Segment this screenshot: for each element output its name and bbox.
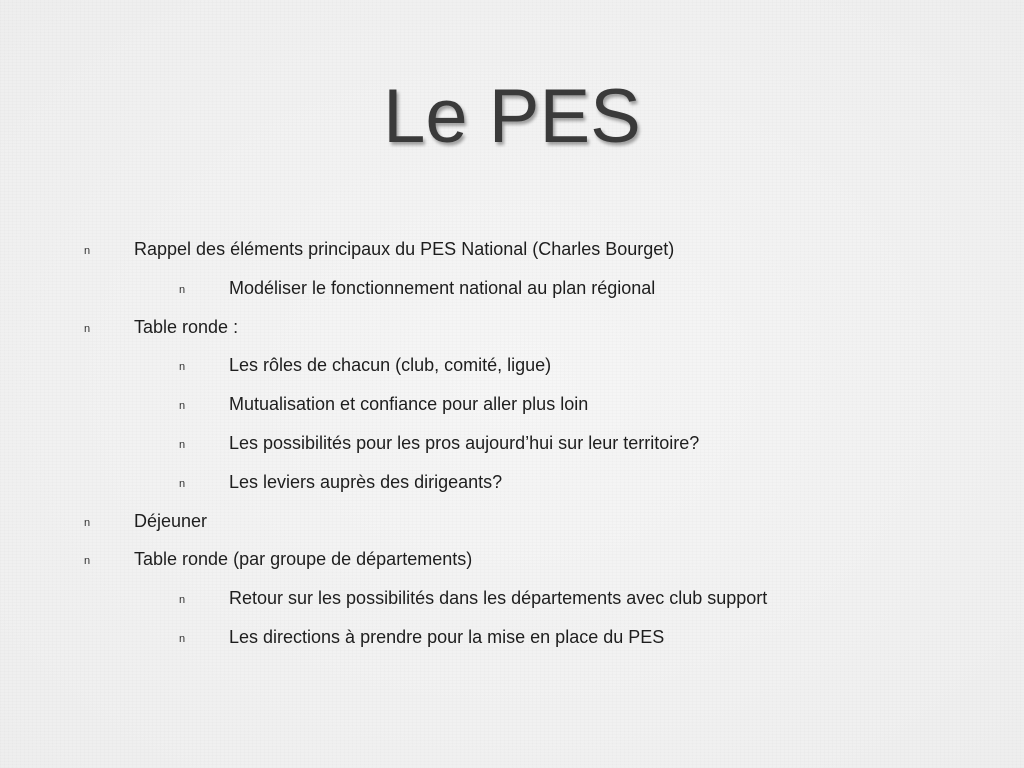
bullet-text: Les directions à prendre pour la mise en place du PES <box>229 626 665 647</box>
bullet-marker-icon: n <box>179 361 186 374</box>
bullet-item <box>0 502 1024 541</box>
bullet-text: Retour sur les possibilités dans les départements avec club support <box>229 588 768 609</box>
bullet-list <box>0 230 1024 657</box>
sub-bullet-item <box>0 463 1024 502</box>
bullet-item <box>0 540 1024 579</box>
sub-bullet-item <box>0 385 1024 424</box>
bullet-text: Déjeuner <box>134 510 208 531</box>
bullet-marker-icon: n <box>179 400 186 413</box>
bullet-marker-icon: n <box>84 555 91 568</box>
bullet-marker-icon: n <box>84 516 91 529</box>
bullet-text: Les rôles de chacun (club, comité, ligue) <box>229 355 552 376</box>
slide-title: Le PES <box>383 74 641 159</box>
bullet-item <box>0 308 1024 347</box>
bullet-marker-icon: n <box>84 322 91 335</box>
bullet-marker-icon: n <box>179 632 186 645</box>
sub-bullet-item <box>0 618 1024 657</box>
bullet-text: Mutualisation et confiance pour aller plus loin <box>229 394 589 415</box>
bullet-text: Les possibilités pour les pros aujourd’hui sur leur territoire? <box>229 432 700 453</box>
bullet-text: Table ronde : <box>134 316 239 337</box>
bullet-marker-icon: n <box>179 438 186 451</box>
bullet-item <box>0 230 1024 269</box>
bullet-text: Modéliser le fonctionnement national au plan régional <box>229 277 656 298</box>
bullet-text: Rappel des éléments principaux du PES National (Charles Bourget) <box>134 239 675 259</box>
sub-bullet-item <box>0 424 1024 463</box>
bullet-marker-icon: n <box>179 594 186 607</box>
bullet-marker-icon: n <box>179 283 186 296</box>
sub-bullet-item <box>0 346 1024 385</box>
bullet-text: Les leviers auprès des dirigeants? <box>229 471 503 492</box>
sub-bullet-item <box>0 579 1024 618</box>
bullet-marker-icon: n <box>179 477 186 490</box>
bullet-text: Table ronde (par groupe de départements) <box>134 549 473 570</box>
sub-bullet-item <box>0 269 1024 308</box>
bullet-marker-icon: n <box>84 245 91 257</box>
